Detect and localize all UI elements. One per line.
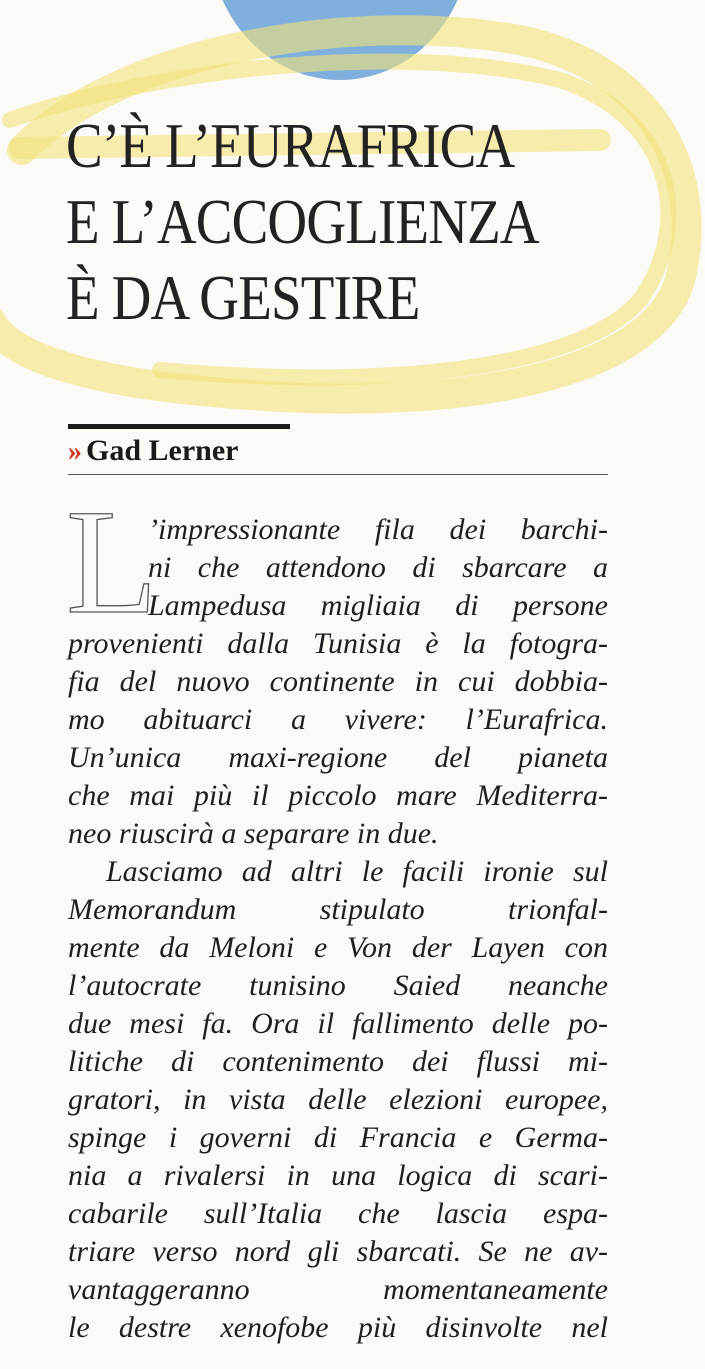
body-line: Memorandum stipulato trionfal- bbox=[68, 893, 608, 926]
body-line: l’autocrate tunisino Saied neanche bbox=[68, 969, 608, 1002]
body-line: triare verso nord gli sbarcati. Se ne av- bbox=[68, 1235, 608, 1268]
body-line: cabarile sull’Italia che lascia espa- bbox=[68, 1197, 608, 1230]
body-line: litiche di contenimento dei flussi mi- bbox=[68, 1045, 608, 1078]
body-line: gratori, in vista delle elezioni europee, bbox=[68, 1083, 608, 1116]
drop-cap: L bbox=[66, 479, 158, 645]
body-line: due mesi fa. Ora il fallimento delle po- bbox=[68, 1007, 608, 1040]
body-line: che mai più il piccolo mare Mediterra- bbox=[68, 779, 608, 812]
byline-marker-icon: » bbox=[68, 436, 76, 467]
blue-circle-graphic bbox=[210, 0, 470, 80]
body-line: mente da Meloni e Von der Layen con bbox=[68, 931, 608, 964]
body-line: Lasciamo ad altri le facili ironie sul bbox=[106, 855, 608, 888]
headline-line: E L’ACCOGLIENZA bbox=[66, 186, 539, 257]
headline-line: È DA GESTIRE bbox=[66, 262, 420, 333]
body-line: vantaggeranno momentaneamente bbox=[68, 1273, 608, 1306]
body-line: nia a rivalersi in una logica di scari- bbox=[68, 1159, 608, 1192]
headline-line: C’È L’EURAFRICA bbox=[66, 110, 515, 181]
body-line: le destre xenofobe più disinvolte nel bbox=[68, 1311, 608, 1344]
byline-rule bbox=[68, 474, 608, 475]
body-line: spinge i governi di Francia e Germa- bbox=[68, 1121, 608, 1154]
body-line: neo riuscirà a separare in due. bbox=[68, 817, 439, 850]
author-name: Gad Lerner bbox=[86, 434, 239, 467]
byline bbox=[68, 432, 238, 471]
body-line: Un’unica maxi-regione del pianeta bbox=[68, 741, 608, 774]
body-line: ’impressionante fila dei barchi- bbox=[148, 513, 608, 546]
article-headline bbox=[66, 108, 548, 336]
article-body bbox=[68, 511, 608, 1347]
body-line: mo abituarci a vivere: l’Eurafrica. bbox=[68, 703, 608, 736]
body-line: fia del nuovo continente in cui dobbia- bbox=[68, 665, 608, 698]
body-line: ni che attendono di sbarcare a bbox=[148, 551, 608, 584]
body-line: provenienti dalla Tunisia è la fotogra- bbox=[68, 627, 608, 660]
body-line: Lampedusa migliaia di persone bbox=[148, 589, 608, 622]
byline-rule-thick bbox=[68, 424, 290, 429]
